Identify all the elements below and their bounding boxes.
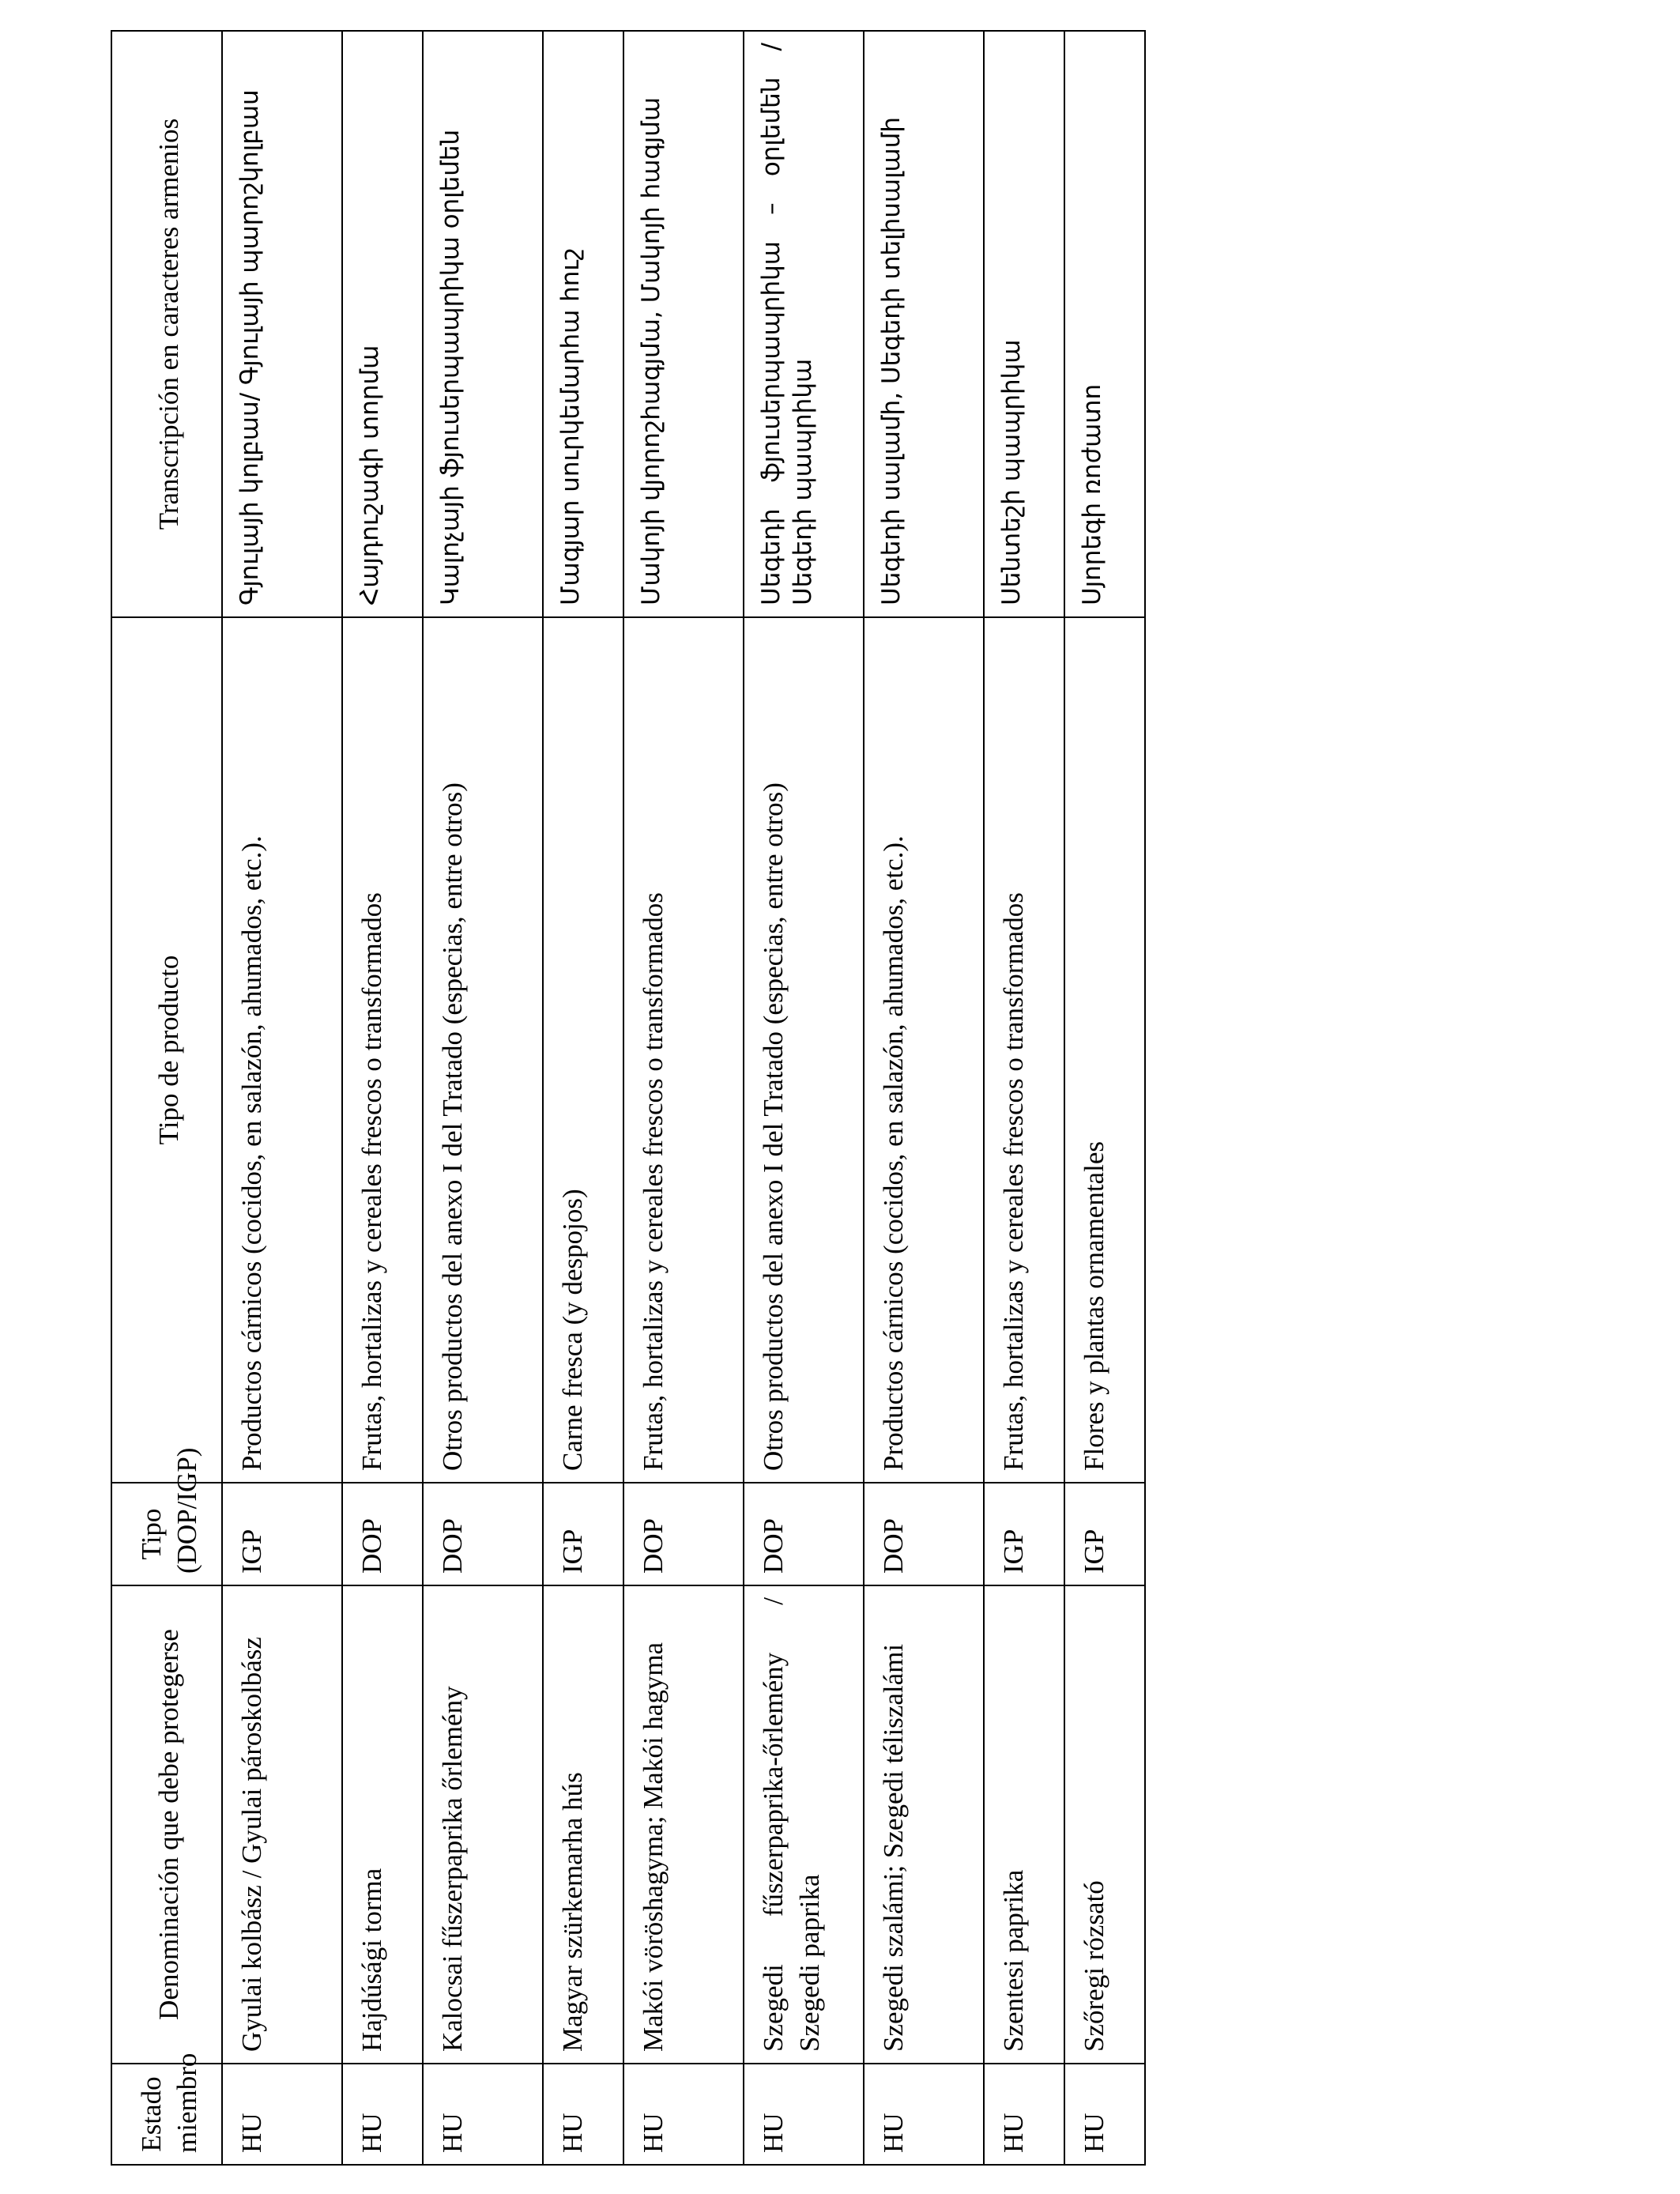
cell-type: IGP [543, 1483, 623, 1585]
cell-transcription: Գյուլայի կոլբաս/ Գյուլայի պարոշկոլբաս [222, 31, 342, 617]
cell-product-type: Otros productos del anexo I del Tratado (especias, entre otros) [423, 617, 543, 1483]
cell-product-type: Frutas, hortalizas y cereales frescos o transformados [342, 617, 423, 1483]
cell-product-type: Frutas, hortalizas y cereales frescos o transformados [984, 617, 1064, 1483]
cell-product-type: Frutas, hortalizas y cereales frescos o transformados [623, 617, 744, 1483]
table-row [1064, 31, 1145, 2165]
table-row [623, 31, 744, 2165]
cell-transcription: Սեգեդի սալամի, Սեգեդի տելիսալամի [864, 31, 984, 617]
header-type: Tipo (DOP/IGP) [111, 1483, 222, 1585]
table-row [342, 31, 423, 2165]
cell-transcription: Սյորեգի ռոժատո [1064, 31, 1145, 617]
cell-type: IGP [222, 1483, 342, 1585]
cell-type: DOP [342, 1483, 423, 1585]
header-member-state: Estado miembro [111, 2064, 222, 2165]
table-row [864, 31, 984, 2165]
table-row [984, 31, 1064, 2165]
cell-denomination: Magyar szürkemarha hús [543, 1585, 623, 2064]
cell-member-state: HU [984, 2064, 1064, 2165]
table-row [222, 31, 342, 2165]
cell-member-state: HU [543, 2064, 623, 2165]
cell-denomination: Kalocsai fűszerpaprika őrlemény [423, 1585, 543, 2064]
cell-transcription: Սեգեդի ֆյուսերպապրիկա – օրլեմեն / Սեգեդի պապրիկա [744, 31, 864, 617]
header-transcription: Transcripción en caracteres armenios [111, 31, 222, 617]
cell-denomination: Hajdúsági torma [342, 1585, 423, 2064]
cell-member-state: HU [222, 2064, 342, 2165]
cell-denomination: Makói vöröshagyma; Makói hagyma [623, 1585, 744, 2064]
cell-denomination: Szegedi fűszerpaprika-őrlemény / Szegedi paprika [744, 1585, 864, 2064]
cell-member-state: HU [744, 2064, 864, 2165]
cell-product-type: Productos cárnicos (cocidos, en salazón, ahumados, etc.). [864, 617, 984, 1483]
cell-type: DOP [864, 1483, 984, 1585]
cell-transcription: Կալոչայի ֆյուսերպապրիկա օրլեմեն [423, 31, 543, 617]
cell-transcription: Սենտեշի պապրիկա [984, 31, 1064, 617]
cell-transcription: Մագյար սուրկեմարհա հուշ [543, 31, 623, 617]
header-product-type: Tipo de producto [111, 617, 222, 1483]
cell-type: DOP [623, 1483, 744, 1585]
cell-denomination: Szegedi szalámi; Szegedi téliszalámi [864, 1585, 984, 2064]
cell-product-type: Flores y plantas ornamentales [1064, 617, 1145, 1483]
cell-denomination: Szőregi rózsató [1064, 1585, 1145, 2064]
cell-type: DOP [423, 1483, 543, 1585]
cell-member-state: HU [1064, 2064, 1145, 2165]
cell-denomination: Gyulai kolbász / Gyulai pároskolbász [222, 1585, 342, 2064]
rotated-page-content [111, 32, 1109, 2166]
cell-type: IGP [1064, 1483, 1145, 1585]
table-row [423, 31, 543, 2165]
cell-type: IGP [984, 1483, 1064, 1585]
cell-member-state: HU [623, 2064, 744, 2165]
cell-product-type: Productos cárnicos (cocidos, en salazón, ahumados, etc.). [222, 617, 342, 1483]
cell-product-type: Carne fresca (y despojos) [543, 617, 623, 1483]
cell-type: DOP [744, 1483, 864, 1585]
table-row [543, 31, 623, 2165]
table-header-row [111, 31, 222, 2165]
cell-member-state: HU [864, 2064, 984, 2165]
cell-member-state: HU [423, 2064, 543, 2165]
table-row [744, 31, 864, 2165]
cell-denomination: Szentesi paprika [984, 1585, 1064, 2064]
cell-transcription: Մակոյի վյորոշհագյմա, Մակոյի հագյմա [623, 31, 744, 617]
header-denomination: Denominación que debe protegerse [111, 1585, 222, 2064]
cell-transcription: Հայդուշագի տորմա [342, 31, 423, 617]
geographical-indications-table [111, 30, 1146, 2166]
cell-product-type: Otros productos del anexo I del Tratado (especias, entre otros) [744, 617, 864, 1483]
cell-member-state: HU [342, 2064, 423, 2165]
